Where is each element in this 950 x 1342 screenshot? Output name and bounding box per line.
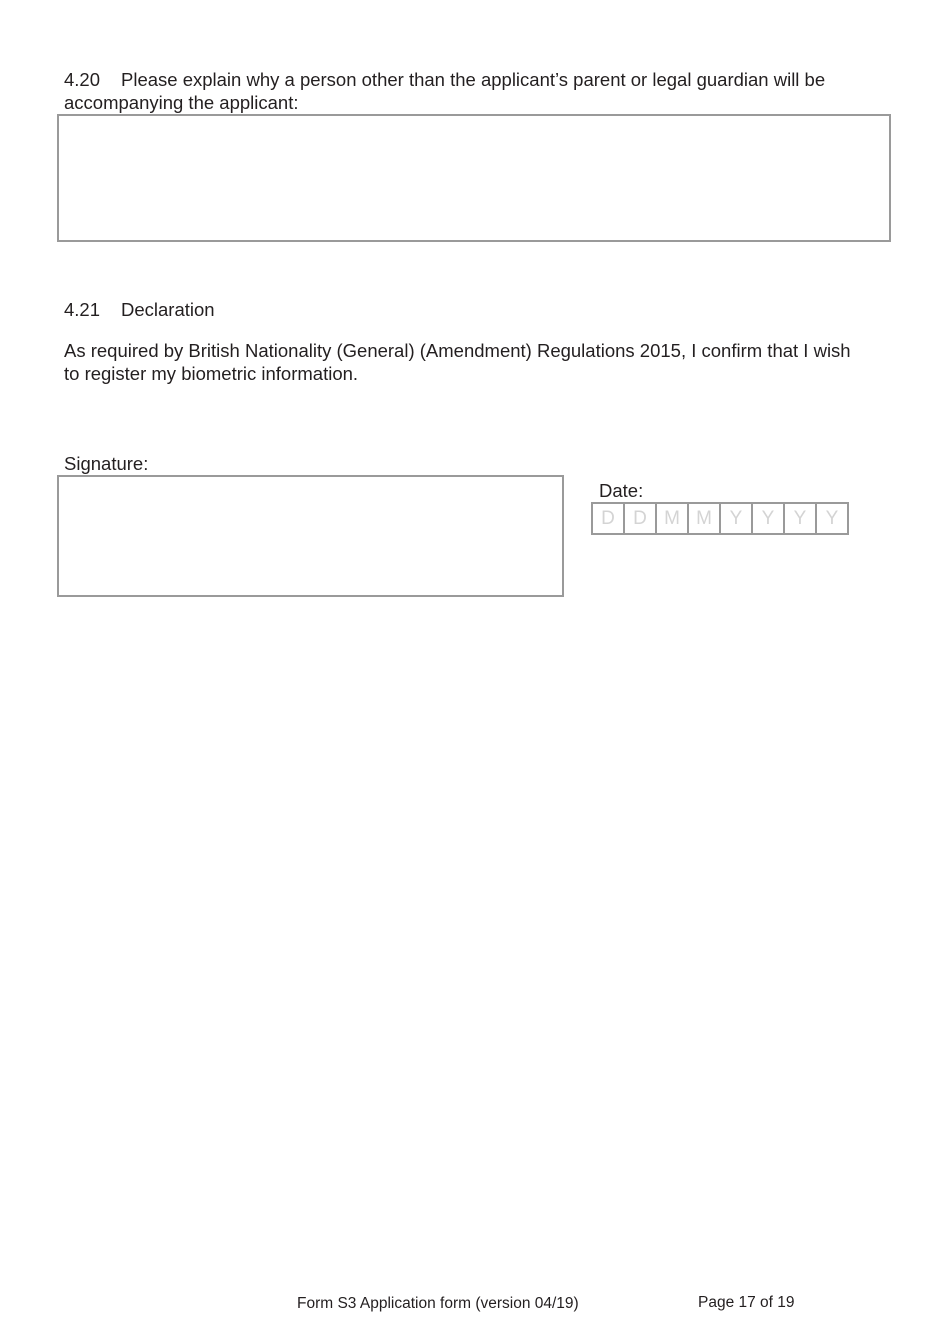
question-4-20-label-line2: accompanying the applicant: xyxy=(64,92,299,113)
date-day-digit-2[interactable]: D xyxy=(625,504,657,533)
date-month-digit-1[interactable]: M xyxy=(657,504,689,533)
question-4-21-heading xyxy=(64,298,215,321)
date-year-digit-1[interactable]: Y xyxy=(721,504,753,533)
declaration-text-line1: As required by British Nationality (General) (Amendment) Regulations 2015, I confirm that I wish xyxy=(64,340,851,361)
declaration-text-line2: to register my biometric information. xyxy=(64,363,359,384)
question-4-20-label xyxy=(64,68,825,91)
date-field[interactable] xyxy=(591,502,849,535)
footer-page-number: Page 17 of 19 xyxy=(698,1294,795,1311)
signature-field[interactable] xyxy=(57,475,564,597)
question-text-line1: Please explain why a person other than the applicant’s parent or legal guardian will be xyxy=(121,69,826,90)
date-year-digit-3[interactable]: Y xyxy=(785,504,817,533)
date-year-digit-4[interactable]: Y xyxy=(817,504,849,533)
declaration-title: Declaration xyxy=(121,299,215,320)
footer-form-name: Form S3 Application form (version 04/19) xyxy=(297,1295,579,1312)
accompanying-explanation-field[interactable] xyxy=(57,114,891,242)
question-number: 4.21 xyxy=(64,299,101,320)
question-number: 4.20 xyxy=(64,69,101,90)
date-year-digit-2[interactable]: Y xyxy=(753,504,785,533)
date-month-digit-2[interactable]: M xyxy=(689,504,721,533)
date-label: Date: xyxy=(599,480,644,501)
signature-label: Signature: xyxy=(64,453,149,474)
date-day-digit-1[interactable]: D xyxy=(593,504,625,533)
